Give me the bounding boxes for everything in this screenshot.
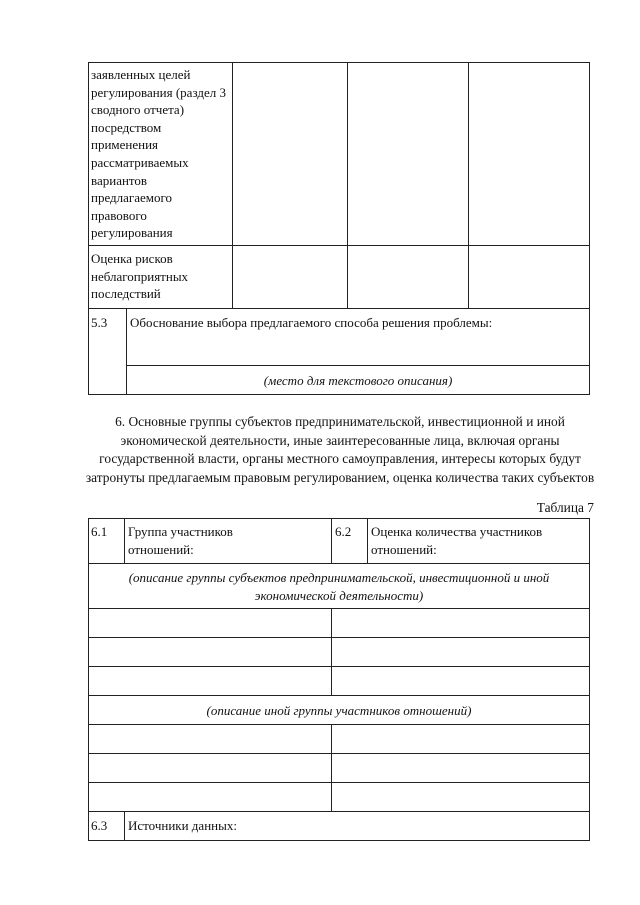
participants-group-header: Группа участников отношений: <box>128 524 233 557</box>
section-5-3-text: Обоснование выбора предлагаемого способа решения проблемы: <box>130 315 493 330</box>
participants-count-header: Оценка количества участников отношений: <box>371 524 543 557</box>
section-5-3-number: 5.3 <box>91 315 108 330</box>
data-sources-label: Источники данных: <box>128 818 237 833</box>
section-6-1-number: 6.1 <box>91 524 108 539</box>
business-group-description: (описание группы субъектов предпринимательской, инвестиционной и иной экономической деятельности) <box>128 570 550 603</box>
goals-evaluation-label: заявленных целей регулирования (раздел 3 сводного отчета) посредством применения рассматриваемых вариантов предлагаемого правового регулирования <box>91 67 226 241</box>
section-6-2-number: 6.2 <box>335 524 352 539</box>
section-6-heading: 6. Основные группы субъектов предпринимательской, инвестиционной и иной экономической деятельности, иные заинтересованные лица, включая органы государственной власти, органы местного самоуправления, интересы которых будут затронуты предлагаемым правовым регулированием, оценка количества таких субъектов <box>85 414 595 485</box>
other-group-description: (описание иной группы участников отношений) <box>206 703 472 718</box>
table-7-label: Таблица 7 <box>536 500 594 515</box>
risk-evaluation-label: Оценка рисков неблагоприятных последствий <box>91 251 189 302</box>
section-6-3-number: 6.3 <box>91 818 108 833</box>
text-description-placeholder: (место для текстового описания) <box>263 373 453 388</box>
